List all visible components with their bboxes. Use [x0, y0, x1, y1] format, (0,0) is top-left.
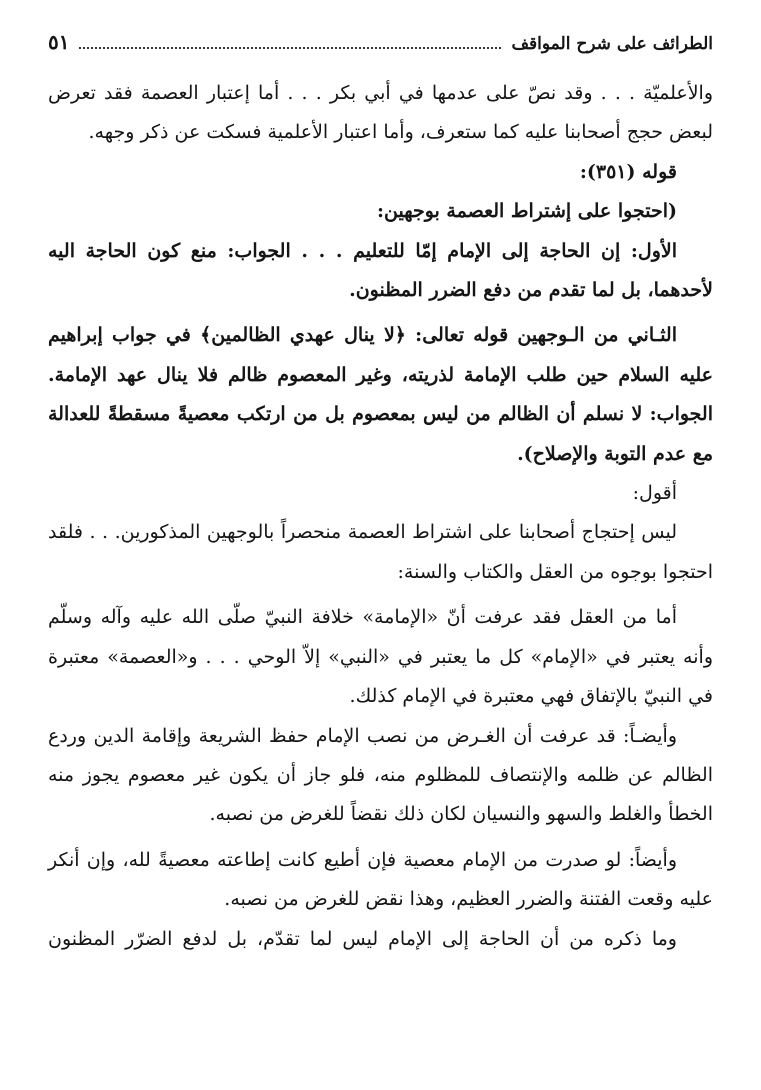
- paragraph: وأيضاً: لو صدرت من الإمام معصية فإن أطيع كانت إطاعته معصيةً لله، وإن أنكر عليه وقعت الفتنة والضرر العظيم، وهذا نقض للغرض من نصبه.: [48, 848, 713, 911]
- quote-intro: (احتجوا على إشتراط العصمة بوجهين:: [377, 200, 677, 223]
- paragraph: والأعلميّة . . . وقد نصّ على عدمها في أبي بكر . . . أما إعتبار العصمة فقد تعرض لبعض حجج أصحابنا عليه كما ستعرف، وأما اعتبار الأعلمية فسكت عن ذكر وجهه.: [48, 82, 713, 144]
- page-number: ٥١: [48, 30, 70, 54]
- paragraph: وأيضـاً: قد عرفت أن الغـرض من نصب الإمام حفظ الشريعة وإقامة الدين وردع الظالم عن ظلمه والإنتصاف للمظلوم منه، فلو جاز أن يكون غير معصوم يجوز منه الخطأ والغلط والسهو والنسيان لكان ذلك نقضاً للغرض من نصبه.: [48, 724, 713, 826]
- author-comment-heading: أقول:: [632, 482, 677, 505]
- running-header: [48, 30, 713, 64]
- paragraph: وما ذكره من أن الحاجة إلى الإمام ليس لما تقدّم، بل لدفع الضرّر المظنون: [48, 927, 677, 950]
- book-title: الطرائف على شرح المواقف: [511, 34, 713, 54]
- quote-first-argument: الأول: إن الحاجة إلى الإمام إمّا للتعليم . . . الجواب: منع كون الحاجة اليه لأحدهما، بل لما تقدم من دفع الضرر المظنون.: [48, 239, 713, 302]
- body-text: [48, 74, 713, 959]
- paragraph: أما من العقل فقد عرفت أنّ «الإمامة» خلافة النبيّ صلّى الله عليه وآله وسلّم وأنه يعتبر في «الإمام» كل ما يعتبر في «النبي» إلاّ الوحي . . . و«العصمة» معتبرة في النبيّ بالإتفاق فهي معتبرة في الإمام كذلك.: [48, 606, 713, 708]
- quote-second-argument: الثـاني من الـوجهين قوله تعالى: ﴿لا ينال عهدي الظالمين﴾ في جواب إبراهيم عليه السلام حين طلب الإمامة لذريته، وغير المعصوم ظالم فلا ينال عهد الإمامة. الجواب: لا نسلم أن الظالم من ليس بمعصوم بل من ارتكب معصيةً مسقطةً للعدالة مع عدم التوبة والإصلاح).: [48, 324, 713, 465]
- quote-heading: قوله (٣٥١):: [579, 160, 677, 183]
- header-dot-leader: [79, 37, 501, 49]
- paragraph: ليس إحتجاج أصحابنا على اشتراط العصمة منحصراً بالوجهين المذكورين. . . فلقد احتجوا بوجوه من العقل والكتاب والسنة:: [48, 521, 713, 583]
